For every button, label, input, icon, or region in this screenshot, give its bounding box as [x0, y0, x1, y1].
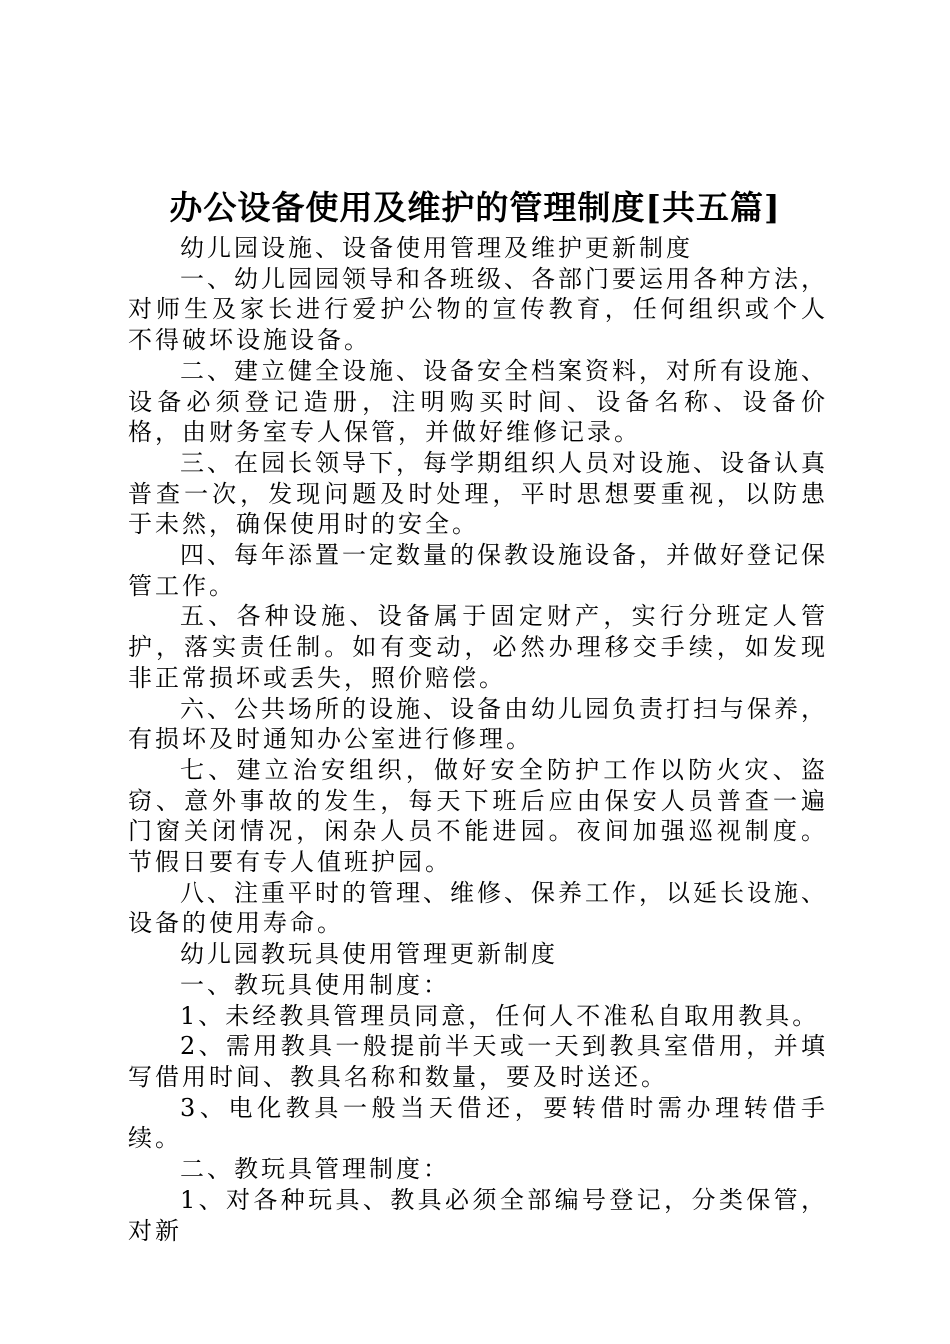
paragraph: 四、每年添置一定数量的保教设施设备，并做好登记保管工作。	[128, 541, 828, 600]
paragraph: 七、建立治安组织，做好安全防护工作以防火灾、盗窃、意外事故的发生，每天下班后应由保安人员普查一遍门窗关闭情况，闲杂人员不能进园。夜间加强巡视制度。节假日要有专人值班护园。	[128, 755, 828, 877]
paragraph: 三、在园长领导下，每学期组织人员对设施、设备认真普查一次，发现问题及时处理，平时思想要重视，以防患于未然，确保使用时的安全。	[128, 448, 828, 539]
document-title: 办公设备使用及维护的管理制度[共五篇]	[169, 188, 781, 227]
paragraph: 二、教玩具管理制度：	[180, 1155, 450, 1184]
paragraph: 2、需用教具一般提前半天或一天到教具室借用，并填写借用时间、教具名称和数量，要及时送还。	[128, 1032, 828, 1091]
paragraph: 幼儿园教玩具使用管理更新制度	[180, 940, 558, 969]
paragraph: 幼儿园设施、设备使用管理及维护更新制度	[180, 234, 693, 262]
paragraph: 八、注重平时的管理、维修、保养工作，以延长设施、设备的使用寿命。	[128, 878, 828, 938]
document-body	[128, 233, 828, 1246]
paragraph: 1、未经教具管理员同意，任何人不准私自取用教具。	[180, 1001, 820, 1030]
paragraph: 1、对各种玩具、教具必须全部编号登记，分类保管，对新	[128, 1185, 828, 1245]
paragraph: 五、各种设施、设备属于固定财产，实行分班定人管护，落实责任制。如有变动，必然办理移交手续，如发现非正常损坏或丢失，照价赔偿。	[128, 602, 828, 692]
paragraph: 3、电化教具一般当天借还，要转借时需办理转借手续。	[128, 1093, 828, 1153]
paragraph: 二、建立健全设施、设备安全档案资料，对所有设施、设备必须登记造册，注明购买时间、设备名称、设备价格，由财务室专人保管，并做好维修记录。	[128, 356, 828, 447]
paragraph: 一、幼儿园园领导和各班级、各部门要运用各种方法，对师生及家长进行爱护公物的宣传教育，任何组织或个人不得破坏设施设备。	[128, 264, 828, 355]
paragraph: 一、教玩具使用制度：	[180, 970, 450, 999]
paragraph: 六、公共场所的设施、设备由幼儿园负责打扫与保养，有损坏及时通知办公室进行修理。	[128, 694, 828, 754]
